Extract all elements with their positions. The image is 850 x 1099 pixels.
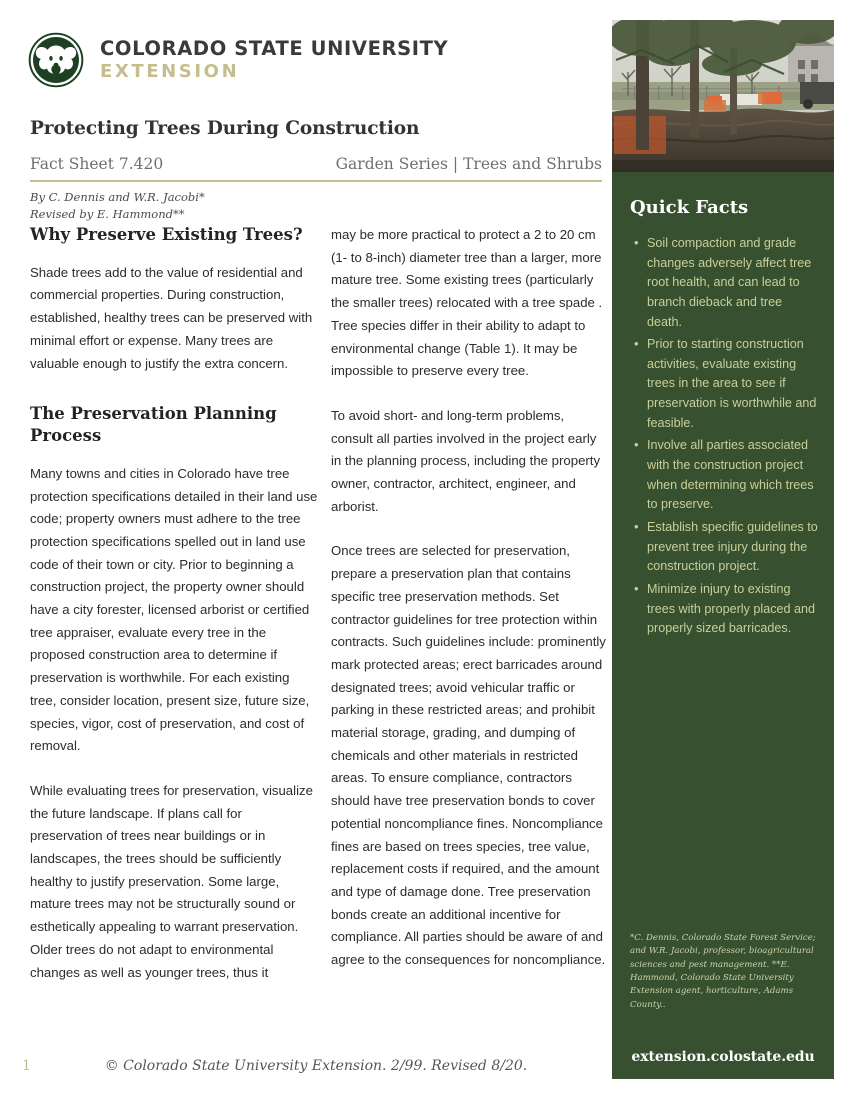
paragraph-left-1: Shade trees add to the value of residential and commercial properties. During construction, established, healthy trees can be preserved with minimal effort or expense. Many trees are valuable enough to justify the extra concern. <box>30 264 313 371</box>
byline-reviser: Revised by E. Hammond** <box>30 206 185 221</box>
list-item: • Prior to starting construction activities, evaluate existing trees in the area to see if preservation is worthwhile and feasible. <box>634 335 818 433</box>
series-label: Garden Series | Trees and Shrubs <box>335 155 602 173</box>
paragraph-left-3: While evaluating trees for preservation, visualize the future landscape. If plans call for preservation of trees near buildings or in landscapes, the trees should be sufficiently healthy to justify preservation. Some large, mature trees may not be structurally sound or esthetically appealing to warrant preservation. Older trees do not adapt to environmental changes as well as younger trees, thus it <box>30 782 313 980</box>
page-title: Protecting Trees During Construction <box>30 118 420 139</box>
quick-facts-heading: Quick Facts <box>630 197 749 218</box>
copyright-line: © Colorado State University Extension. 2/99. Revised 8/20. <box>104 1058 528 1074</box>
extension-website-url[interactable]: extension.colostate.edu <box>631 1049 815 1065</box>
paragraph-mid-1: may be more practical to protect a 2 to 20 cm (1- to 8-inch) diameter tree than a larger, more mature tree. Some existing trees (particularly the smaller trees) relocated with a tree spade . Tree species differ in their ability to adapt to environmental change (Table 1). It may be impossible to preserve every tree. <box>331 227 603 379</box>
byline <box>30 189 205 222</box>
header-divider <box>30 180 602 182</box>
quick-facts-list <box>634 234 818 639</box>
fact-sheet-number: Fact Sheet 7.420 <box>30 155 164 173</box>
list-item: • Soil compaction and grade changes adversely affect tree root health, and can lead to branch dieback and tree death. <box>634 234 818 332</box>
document-meta-row <box>30 155 602 173</box>
section-heading-why-preserve: Why Preserve Existing Trees? <box>30 225 303 244</box>
csu-ram-logo-icon <box>28 32 84 88</box>
brand-wordmark <box>100 39 448 81</box>
paragraph-mid-2: To avoid short- and long-term problems, consult all parties involved in the project early in the planning process, including the property owner, contractor, architect, engineer, and arborist. <box>331 407 601 514</box>
construction-site-photo <box>612 20 834 172</box>
list-item: • Involve all parties associated with the construction project when determining which trees to preserve. <box>634 436 818 515</box>
author-footnote: *C. Dennis, Colorado State Forest Service; and W.R. Jacobi, professor, bioagricultural sciences and pest management. **E. Hammond, Colorado State University Extension agent, horticulture, Adams County.. <box>630 933 816 1010</box>
section-heading-preservation-planning: The Preservation Planning Process <box>30 404 277 446</box>
body-column-middle <box>331 224 606 972</box>
body-column-left <box>30 224 318 984</box>
page-number: 1 <box>22 1058 31 1074</box>
paragraph-mid-3: Once trees are selected for preservation, prepare a preservation plan that contains specific tree preservation methods. Set contractor guidelines for tree protection within contracts. Such guidelines include: prominently mark protected areas; erect barricades around designated trees; avoid vehicular traffic or parking in these restricted areas; and prohibit material storage, grading, and dumping of chemicals and other materials in restricted areas. To ensure compliance, contractors should have tree preservation bonds to cover potential noncompliance fines. Noncompliance fines are based on trees species, tree value, replacement costs if required, and the amount and type of damage done. Tree preservation bonds create an additional incentive for compliance. All parties should be aware of and agree to the consequences for noncompliance. <box>331 543 606 968</box>
list-item: • Minimize injury to existing trees with properly placed and properly sized barricades. <box>634 580 818 639</box>
brand-header <box>28 32 448 88</box>
brand-line-extension: EXTENSION <box>100 60 240 82</box>
brand-line-university: COLORADO STATE UNIVERSITY <box>100 37 449 61</box>
list-item: • Establish specific guidelines to prevent tree injury during the construction project. <box>634 518 818 577</box>
paragraph-left-2: Many towns and cities in Colorado have tree protection specifications detailed in their land use code; property owners must adhere to the tree protection specifications spelled out in land use code of their town or city. Prior to beginning a construction project, the property owner should have a city forester, licensed arborist or certified tree appraiser, evaluate every tree in the proposed construction area to determine if preservation is worthwhile. For each existing tree, consider location, present size, future size, species, vigor, cost of preservation, and cost of removal. <box>30 465 318 754</box>
byline-authors: By C. Dennis and W.R. Jacobi* <box>30 190 205 204</box>
quick-facts-sidebar <box>612 20 834 1079</box>
